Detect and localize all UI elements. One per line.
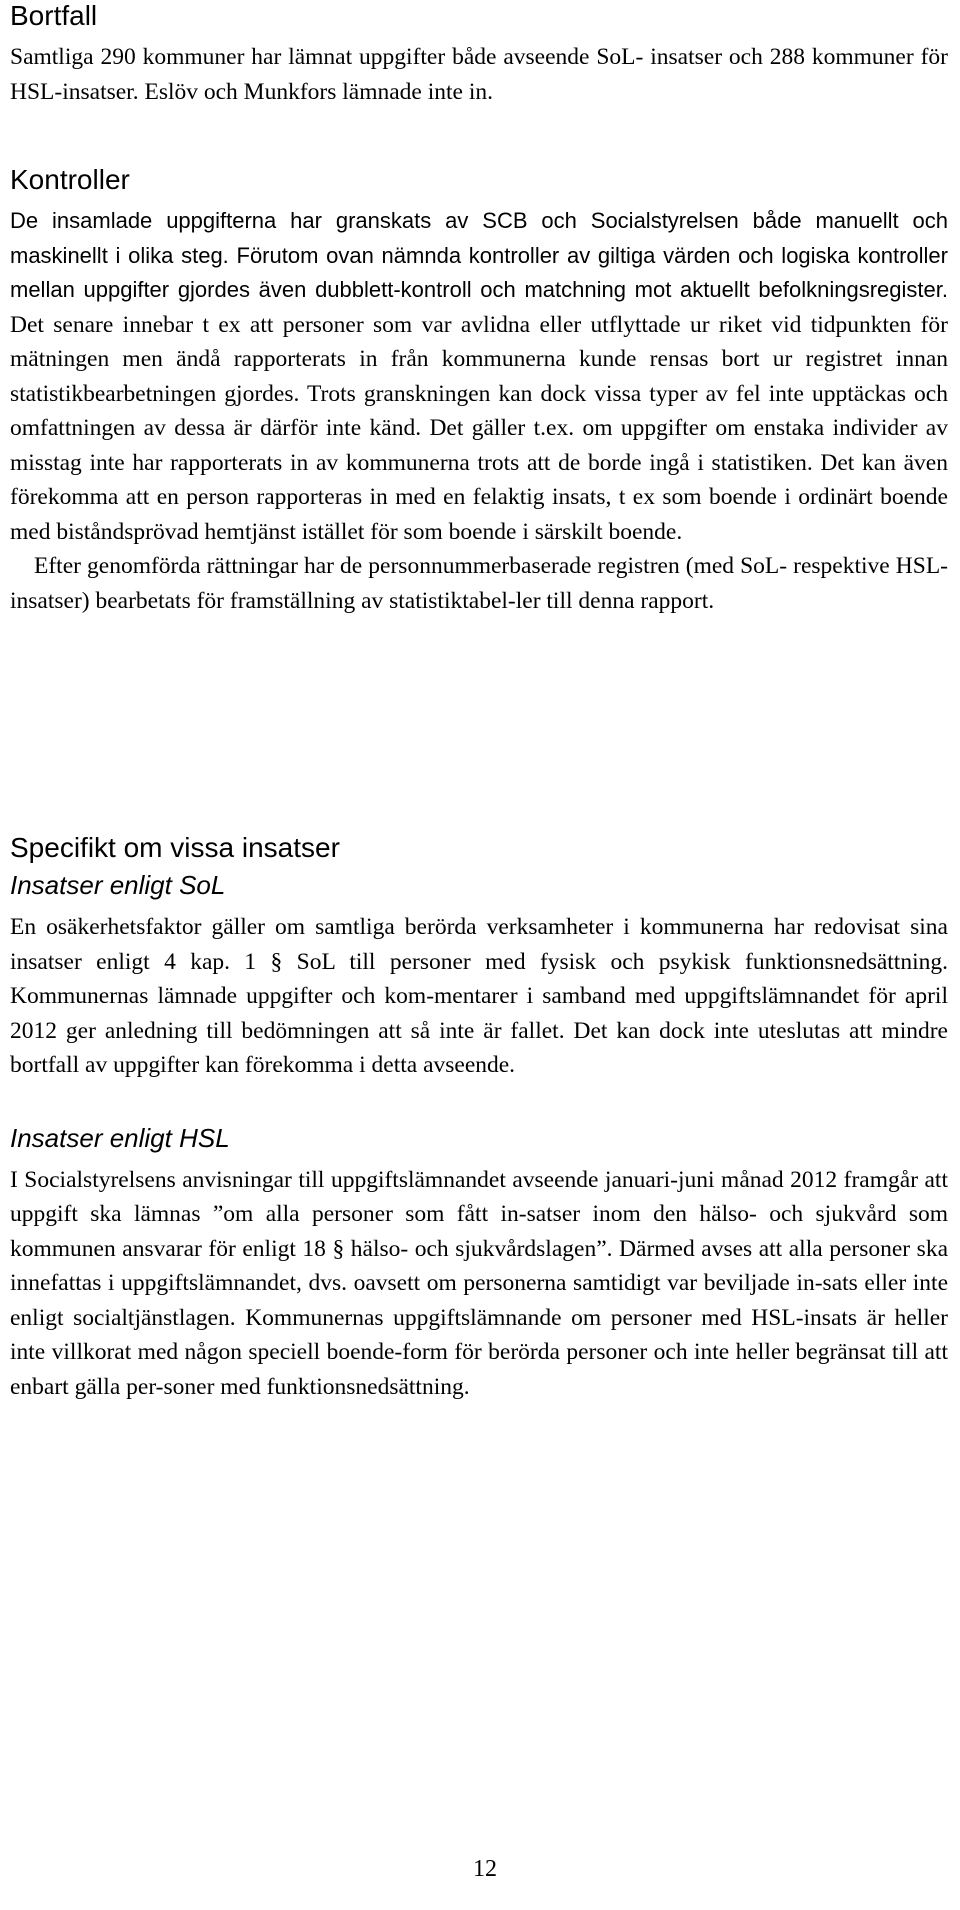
section-heading: Bortfall [10, 0, 98, 31]
section-specifikt [10, 832, 948, 1404]
subsection-heading: Insatser enligt HSL [10, 1122, 230, 1153]
section-heading: Kontroller [10, 164, 130, 195]
paragraph: Samtliga 290 kommuner har lämnat uppgifter både avseende SoL- insatser och 288 kommuner för HSL-insatser. Eslöv och Munkfors lämnade inte in. [10, 44, 948, 105]
paragraph: I Socialstyrelsens anvisningar till uppgiftslämnandet avseende januari-juni månad 2012 framgår att uppgift ska lämnas ”om alla personer som fått in-satser inom den hälso- och sjukvård som kommunen ansvarar för enligt 18 § hälso- och sjukvårdslagen”. Därmed avses att alla personer ska innefattas i uppgiftslämnandet, dvs. oavsett om personerna samtidigt var beviljade in-sats eller inte enligt socialtjänstlagen. Kommunernas uppgiftslämnande om personer med HSL-insats är heller inte villkorat med någon speciell boende-form för berörda personer och inte heller begränsat till att enbart gälla per-soner med funktionsnedsättning. [10, 1166, 948, 1400]
page-number: 12 [473, 1856, 497, 1882]
subsection-hsl [10, 1123, 948, 1405]
subsection-sol [10, 870, 948, 1083]
paragraph-sans-part: De insamlade uppgifterna har granskats av SCB och Socialstyrelsen både manuellt och maskinellt i olika steg. Förutom ovan nämnda kontroller av giltiga värden och logiska kontroller mellan uppgifter gjordes även dubblett-kontroll och matchning mot aktuellt befolkningsregister. [10, 208, 948, 302]
section-kontroller [10, 164, 948, 618]
subsection-heading: Insatser enligt SoL [10, 870, 226, 900]
section-bortfall [10, 0, 948, 109]
paragraph: En osäkerhetsfaktor gäller om samtliga berörda verksamheter i kommunerna har redovisat sina insatser enligt 4 kap. 1 § SoL till personer med fysisk och psykisk funktionsnedsättning. Kommunernas lämnade uppgifter och kom-mentarer i samband med uppgiftslämnandet för april 2012 ger anledning till bedömningen att så inte är fallet. Det kan dock inte uteslutas att mindre bortfall av uppgifter kan förekomma i detta avseende. [10, 914, 948, 1078]
paragraph [10, 204, 948, 549]
paragraph: Efter genomförda rättningar har de personnummerbaserade registren (med SoL- respektive HSL-insatser) bearbetats för framställning av statistiktabel-ler till denna rapport. [10, 553, 948, 614]
section-heading: Specifikt om vissa insatser [10, 832, 340, 863]
paragraph-serif-part: Det senare innebar t ex att personer som var avlidna eller utflyttade ur riket vid tidpunkten för mätningen men ändå rapporterats in från kommunerna kunde rensas bort ur registret innan statistikbearbetningen gjordes. Trots granskningen kan dock vissa typer av fel inte upptäckas och omfattningen av dessa är därför inte känd. Det gäller t.ex. om uppgifter om enstaka individer av misstag inte har rapporterats in av kommunerna trots att de borde ingå i statistiken. Det kan även förekomma att en person rapporteras in med en felaktig insats, t ex som boende i ordinärt boende med biståndsprövad hemtjänst istället för som boende i särskilt boende. [10, 311, 948, 545]
